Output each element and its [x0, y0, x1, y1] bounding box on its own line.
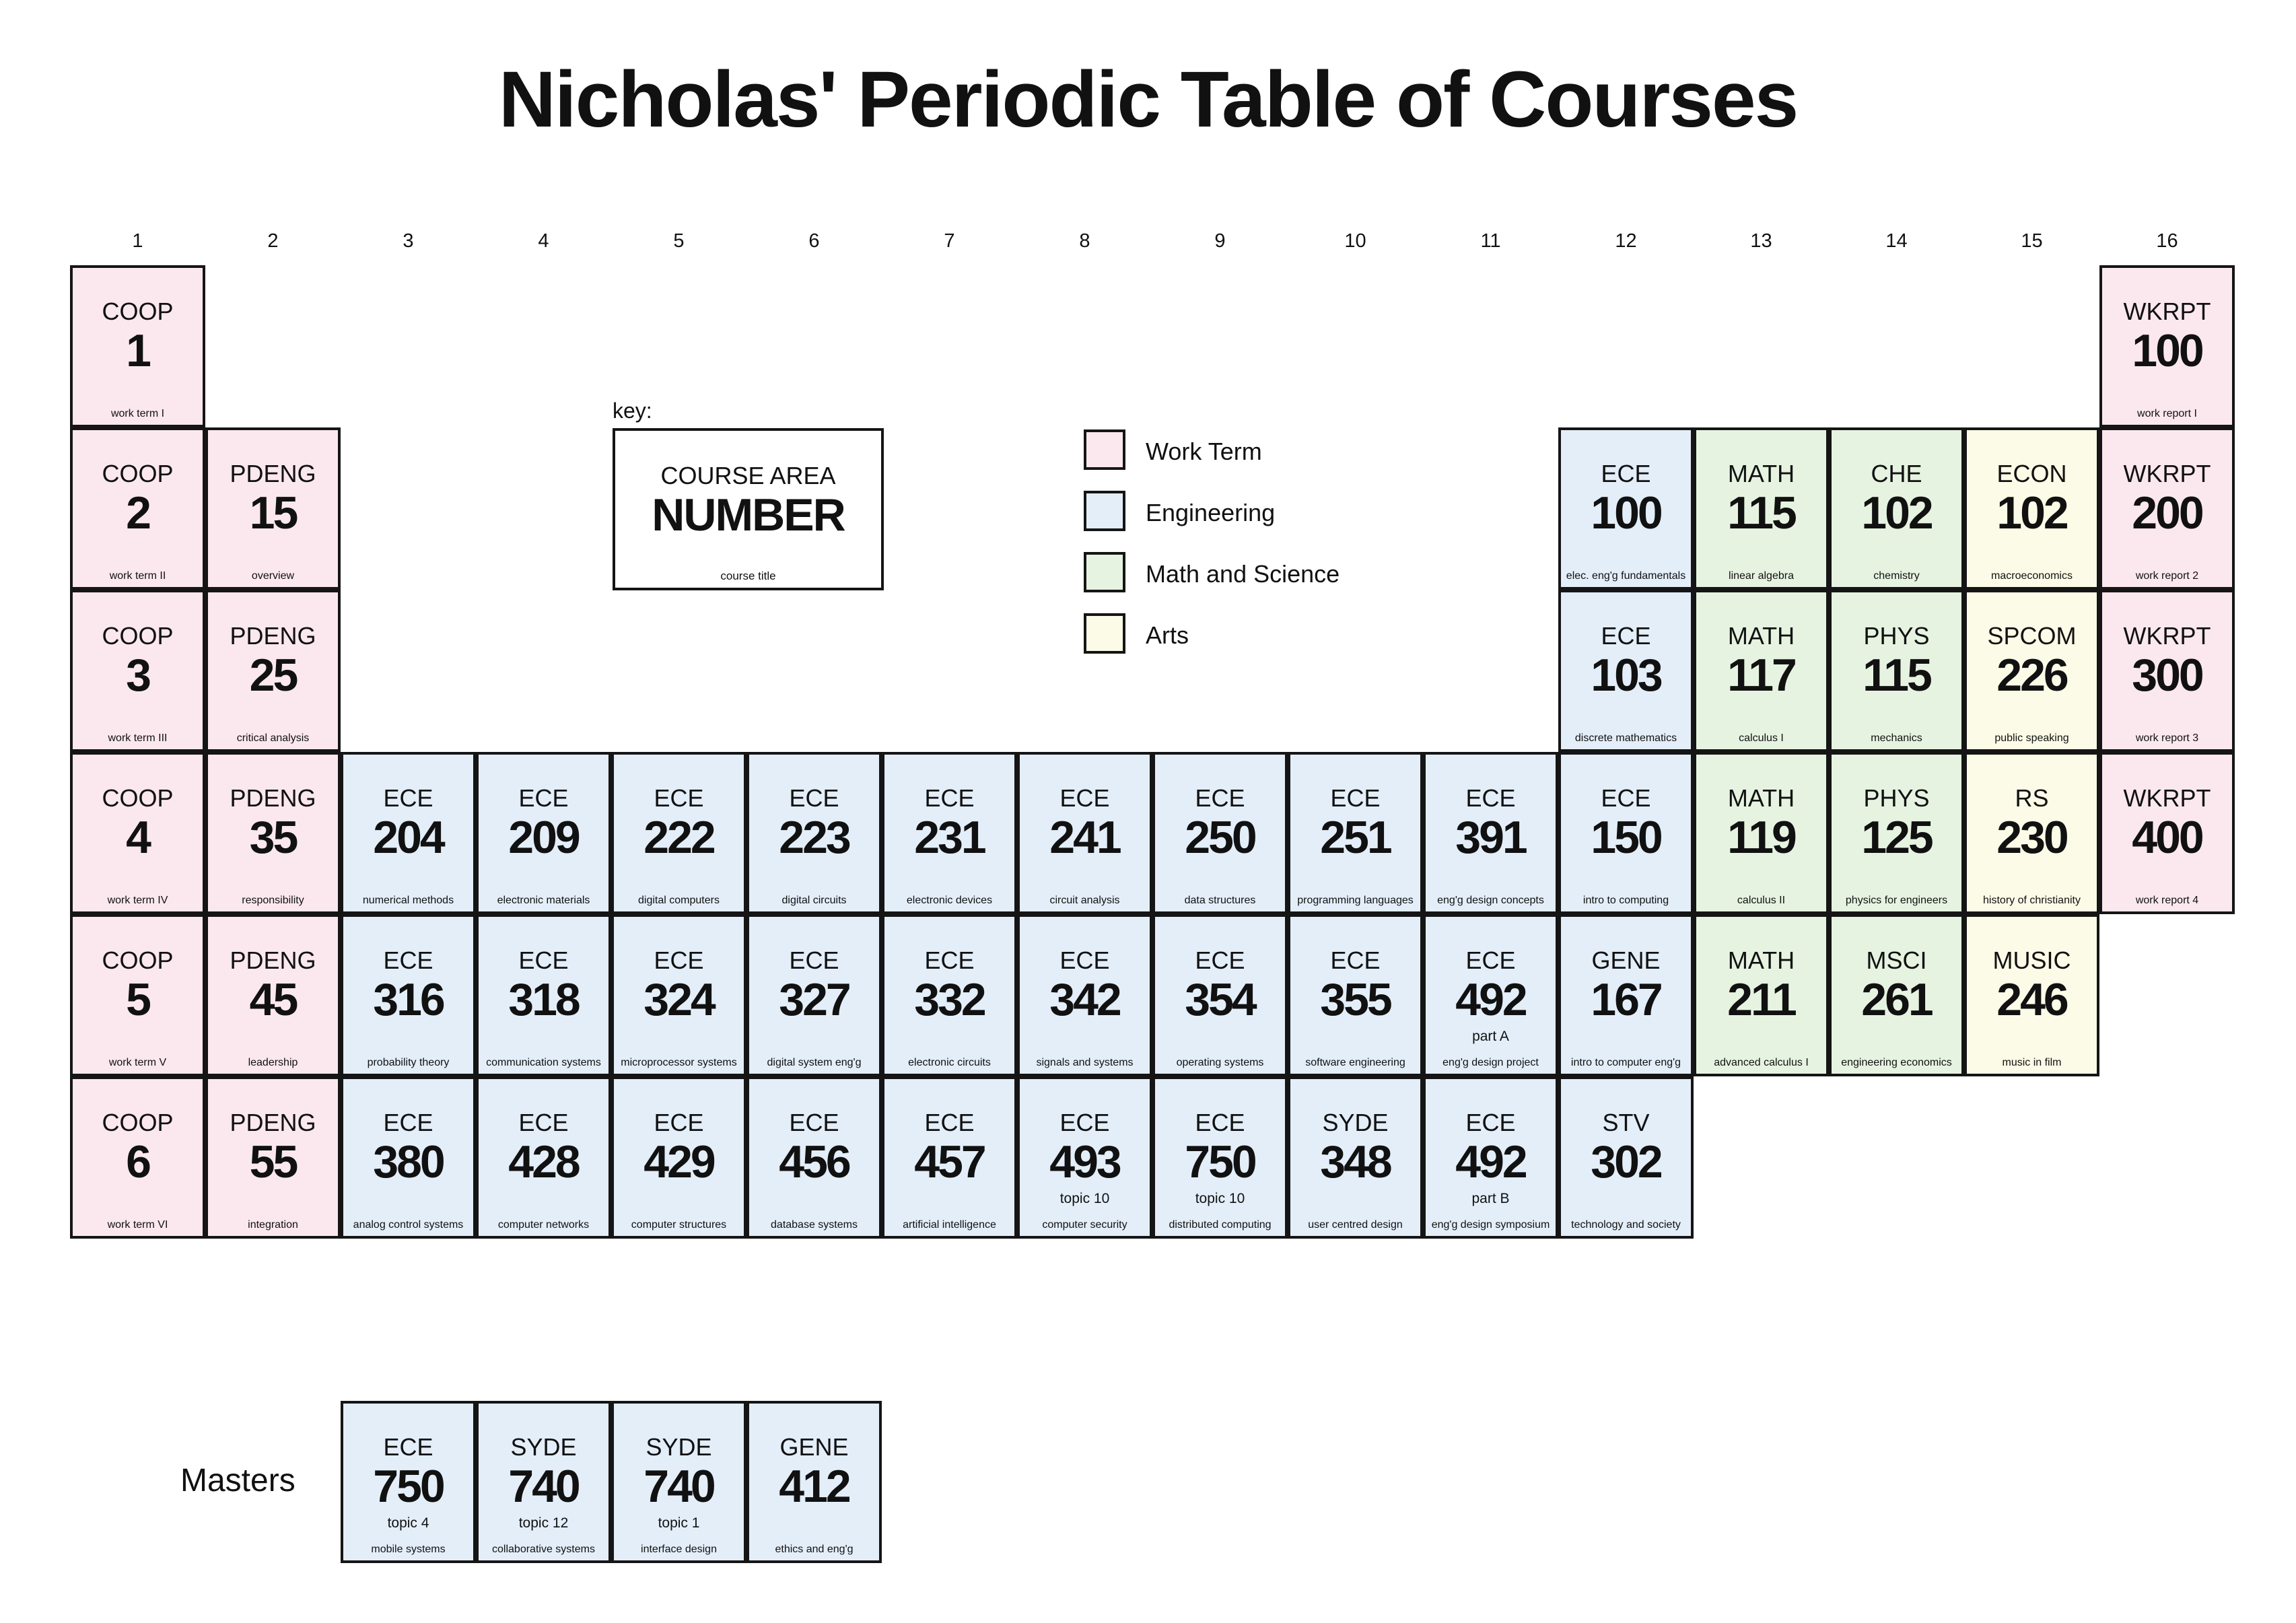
course-title: eng'g design concepts	[1437, 895, 1544, 906]
course-title: calculus I	[1739, 732, 1784, 744]
course-number: 316	[373, 974, 444, 1025]
course-number: 5	[126, 974, 149, 1025]
course-cell	[1964, 752, 2099, 914]
course-cell	[746, 752, 882, 914]
course-number: 327	[779, 974, 849, 1025]
course-area: ECE	[1059, 1109, 1110, 1136]
course-cell	[70, 427, 205, 590]
course-title: probability theory	[367, 1057, 450, 1068]
course-title: database systems	[771, 1219, 858, 1231]
course-title: collaborative systems	[492, 1544, 595, 1555]
course-area: ECE	[1195, 784, 1245, 812]
course-number: 102	[1861, 487, 1932, 539]
course-number: 342	[1049, 974, 1120, 1025]
course-cell	[611, 1076, 746, 1239]
course-area: SYDE	[510, 1433, 577, 1461]
course-number: 222	[643, 812, 714, 863]
course-number: 492	[1455, 974, 1526, 1025]
course-number: 103	[1591, 650, 1661, 701]
page-title: Nicholas' Periodic Table of Courses	[498, 55, 1798, 144]
course-title: circuit analysis	[1049, 895, 1120, 906]
course-area: ECE	[789, 1109, 839, 1136]
course-cell	[882, 914, 1017, 1076]
legend-label: Math and Science	[1146, 560, 1340, 588]
course-cell	[476, 752, 611, 914]
course-area: WKRPT	[2123, 622, 2211, 650]
column-number: 10	[1344, 230, 1366, 252]
course-area: ECE	[383, 946, 433, 974]
course-title: digital computers	[638, 895, 720, 906]
course-cell	[1152, 914, 1288, 1076]
course-cell	[205, 427, 341, 590]
course-title: interface design	[641, 1544, 717, 1555]
course-title: artificial intelligence	[903, 1219, 996, 1231]
course-title: linear algebra	[1729, 570, 1794, 582]
course-cell	[1423, 752, 1558, 914]
course-number: 250	[1185, 812, 1255, 863]
course-number: 230	[1996, 812, 2067, 863]
course-number: 226	[1996, 650, 2067, 701]
course-number: 100	[1591, 487, 1661, 539]
course-topic: topic 1	[658, 1515, 700, 1531]
legend-swatch	[1084, 429, 1125, 470]
course-area: PHYS	[1863, 784, 1930, 812]
course-cell	[1423, 1076, 1558, 1239]
course-cell	[1558, 1076, 1694, 1239]
course-cell	[1017, 752, 1152, 914]
course-title: integration	[248, 1219, 298, 1231]
course-area: MATH	[1727, 460, 1795, 487]
course-number: 348	[1320, 1136, 1391, 1187]
course-number: 102	[1996, 487, 2067, 539]
course-cell	[746, 914, 882, 1076]
course-title: calculus II	[1737, 895, 1786, 906]
course-cell	[1829, 914, 1964, 1076]
course-area: PDENG	[230, 622, 316, 650]
course-area: ECE	[518, 946, 569, 974]
course-number: 261	[1861, 974, 1932, 1025]
course-title: programming languages	[1297, 895, 1414, 906]
course-number: 750	[373, 1461, 444, 1512]
course-cell	[1829, 427, 1964, 590]
column-number: 12	[1615, 230, 1637, 252]
course-area: GENE	[779, 1433, 849, 1461]
course-number: 200	[2132, 487, 2202, 539]
course-area: STV	[1602, 1109, 1650, 1136]
course-area: PDENG	[230, 460, 316, 487]
course-cell	[2099, 265, 2235, 427]
legend-label: Work Term	[1146, 438, 1262, 465]
column-number: 3	[403, 230, 414, 252]
course-cell	[1017, 1076, 1152, 1239]
course-area: WKRPT	[2123, 460, 2211, 487]
course-title: digital circuits	[781, 895, 847, 906]
course-area: ECE	[1195, 946, 1245, 974]
course-topic: part A	[1472, 1029, 1509, 1044]
course-title: work term I	[110, 408, 165, 419]
course-number: 223	[779, 812, 849, 863]
course-cell	[70, 1076, 205, 1239]
course-title: data structures	[1184, 895, 1256, 906]
course-title: electronic materials	[497, 895, 590, 906]
key-card	[613, 428, 884, 590]
course-number: 355	[1320, 974, 1391, 1025]
course-cell	[341, 1401, 476, 1563]
course-cell	[611, 1401, 746, 1563]
course-area: ECE	[1330, 946, 1381, 974]
course-number: 241	[1049, 812, 1120, 863]
masters-label: Masters	[180, 1463, 295, 1498]
key-area: COURSE AREA	[660, 462, 836, 489]
course-cell	[1964, 914, 2099, 1076]
course-title: work report 2	[2135, 570, 2199, 582]
course-title: eng'g design project	[1442, 1057, 1539, 1068]
course-number: 115	[1727, 487, 1795, 539]
course-title: chemistry	[1873, 570, 1920, 582]
course-area: ECE	[1059, 946, 1110, 974]
course-title: computer security	[1042, 1219, 1127, 1231]
course-cell	[341, 1076, 476, 1239]
course-area: ECE	[1601, 622, 1651, 650]
course-area: MATH	[1727, 784, 1795, 812]
course-number: 302	[1591, 1136, 1661, 1187]
course-title: eng'g design symposium	[1431, 1219, 1550, 1231]
course-cell	[611, 914, 746, 1076]
key-number: NUMBER	[652, 489, 845, 541]
course-title: overview	[251, 570, 295, 582]
course-cell	[611, 752, 746, 914]
course-cell	[70, 590, 205, 752]
course-number: 750	[1185, 1136, 1255, 1187]
course-area: ECE	[789, 946, 839, 974]
course-title: software engineering	[1305, 1057, 1405, 1068]
course-title: discrete mathematics	[1574, 732, 1677, 744]
course-cell	[1829, 752, 1964, 914]
course-title: computer networks	[497, 1219, 590, 1231]
course-area: MATH	[1727, 946, 1795, 974]
course-area: ECE	[1195, 1109, 1245, 1136]
course-cell	[205, 914, 341, 1076]
column-number: 14	[1885, 230, 1908, 252]
legend-swatch	[1084, 613, 1125, 654]
course-area: ECE	[518, 784, 569, 812]
column-number: 13	[1750, 230, 1772, 252]
legend-swatch	[1084, 552, 1125, 592]
course-number: 354	[1185, 974, 1255, 1025]
course-title: work term III	[108, 732, 168, 744]
legend-swatch	[1084, 491, 1125, 531]
course-area: COOP	[102, 1109, 174, 1136]
course-number: 429	[643, 1136, 714, 1187]
course-area: PDENG	[230, 1109, 316, 1136]
course-number: 119	[1727, 812, 1795, 863]
course-area: SYDE	[646, 1433, 712, 1461]
column-number: 9	[1214, 230, 1226, 252]
course-cell	[746, 1076, 882, 1239]
course-cell	[1288, 1076, 1423, 1239]
course-number: 324	[643, 974, 714, 1025]
course-area: COOP	[102, 298, 174, 325]
course-title: engineering economics	[1841, 1057, 1952, 1068]
course-title: distributed computing	[1169, 1219, 1272, 1231]
course-number: 204	[373, 812, 444, 863]
course-cell	[1829, 590, 1964, 752]
course-area: PHYS	[1863, 622, 1930, 650]
course-topic: topic 4	[387, 1515, 429, 1531]
course-number: 150	[1591, 812, 1661, 863]
course-area: PDENG	[230, 946, 316, 974]
course-number: 457	[914, 1136, 985, 1187]
course-cell	[882, 1076, 1017, 1239]
course-number: 4	[126, 812, 149, 863]
course-number: 6	[126, 1136, 149, 1187]
course-title: technology and society	[1571, 1219, 1681, 1231]
course-cell	[2099, 590, 2235, 752]
course-area: WKRPT	[2123, 784, 2211, 812]
course-number: 2	[126, 487, 149, 539]
course-cell	[746, 1401, 882, 1563]
course-topic: part B	[1471, 1191, 1510, 1206]
course-area: ECE	[1601, 784, 1651, 812]
course-area: COOP	[102, 784, 174, 812]
course-area: ECE	[1601, 460, 1651, 487]
course-area: ECE	[654, 784, 704, 812]
course-title: intro to computer eng'g	[1570, 1057, 1681, 1068]
course-title: user centred design	[1308, 1219, 1403, 1231]
course-number: 3	[126, 650, 149, 701]
course-area: ECE	[924, 1109, 975, 1136]
course-area: ECE	[924, 946, 975, 974]
course-area: ECE	[383, 1109, 433, 1136]
column-number: 6	[808, 230, 820, 252]
course-area: ECE	[383, 1433, 433, 1461]
course-cell	[2099, 752, 2235, 914]
course-cell	[1558, 427, 1694, 590]
course-number: 332	[914, 974, 985, 1025]
course-cell	[1017, 914, 1152, 1076]
course-cell	[476, 1076, 611, 1239]
course-area: GENE	[1591, 946, 1661, 974]
course-area: ECE	[924, 784, 975, 812]
column-number: 8	[1079, 230, 1090, 252]
course-area: MUSIC	[1992, 946, 2071, 974]
course-title: advanced calculus I	[1714, 1057, 1809, 1068]
course-number: 15	[249, 487, 297, 539]
course-topic: topic 10	[1195, 1191, 1245, 1206]
legend-label: Engineering	[1146, 499, 1276, 526]
course-title: computer structures	[631, 1219, 727, 1231]
course-area: ECE	[383, 784, 433, 812]
course-cell	[1288, 752, 1423, 914]
course-number: 211	[1727, 974, 1795, 1025]
course-title: work term IV	[107, 895, 168, 906]
course-number: 1	[126, 325, 149, 376]
course-title: communication systems	[486, 1057, 601, 1068]
course-cell	[1558, 914, 1694, 1076]
course-number: 246	[1996, 974, 2067, 1025]
course-title: electronic devices	[906, 895, 993, 906]
course-area: MATH	[1727, 622, 1795, 650]
course-cell	[70, 752, 205, 914]
course-cell	[1694, 427, 1829, 590]
course-number: 251	[1320, 812, 1391, 863]
column-number: 15	[2021, 230, 2043, 252]
course-cell	[70, 265, 205, 427]
course-area: CHE	[1871, 460, 1922, 487]
column-number: 2	[267, 230, 279, 252]
course-number: 25	[249, 650, 297, 701]
course-cell	[1964, 427, 2099, 590]
course-title: numerical methods	[362, 895, 454, 906]
course-area: COOP	[102, 622, 174, 650]
course-cell	[1558, 752, 1694, 914]
course-title: mobile systems	[371, 1544, 446, 1555]
course-area: ECON	[1996, 460, 2067, 487]
course-area: ECE	[654, 1109, 704, 1136]
course-area: ECE	[1465, 1109, 1516, 1136]
course-title: signals and systems	[1036, 1057, 1134, 1068]
course-title: microprocessor systems	[621, 1057, 737, 1068]
course-area: COOP	[102, 460, 174, 487]
course-area: PDENG	[230, 784, 316, 812]
course-cell	[1694, 590, 1829, 752]
course-number: 167	[1591, 974, 1661, 1025]
course-title: work report I	[2137, 408, 2197, 419]
course-number: 125	[1861, 812, 1932, 863]
course-area: ECE	[518, 1109, 569, 1136]
course-title: work term VI	[107, 1219, 168, 1231]
course-area: SYDE	[1322, 1109, 1389, 1136]
course-cell	[476, 914, 611, 1076]
course-cell	[476, 1401, 611, 1563]
course-number: 400	[2132, 812, 2202, 863]
course-cell	[1152, 1076, 1288, 1239]
course-title: ethics and eng'g	[775, 1544, 854, 1555]
course-number: 456	[779, 1136, 849, 1187]
course-title: history of christianity	[1983, 895, 2081, 906]
course-number: 231	[914, 812, 985, 863]
course-area: ECE	[789, 784, 839, 812]
column-number: 5	[673, 230, 685, 252]
course-area: SPCOM	[1987, 622, 2077, 650]
course-number: 428	[508, 1136, 579, 1187]
course-number: 117	[1727, 650, 1795, 701]
key-course-title: course title	[720, 569, 776, 582]
course-area: ECE	[1465, 946, 1516, 974]
legend-label: Arts	[1146, 621, 1189, 649]
course-title: elec. eng'g fundamentals	[1566, 570, 1686, 582]
course-number: 35	[249, 812, 297, 863]
course-title: analog control systems	[353, 1219, 464, 1231]
course-cell	[1558, 590, 1694, 752]
course-area: WKRPT	[2123, 298, 2211, 325]
course-title: intro to computing	[1582, 895, 1669, 906]
course-topic: topic 12	[518, 1515, 569, 1531]
course-title: work report 3	[2135, 732, 2199, 744]
course-number: 380	[373, 1136, 444, 1187]
course-cell	[1423, 914, 1558, 1076]
course-title: operating systems	[1176, 1057, 1264, 1068]
course-title: critical analysis	[236, 732, 310, 744]
course-number: 209	[508, 812, 579, 863]
course-number: 740	[508, 1461, 579, 1512]
column-number: 4	[538, 230, 549, 252]
key-label: key:	[613, 399, 652, 423]
course-title: leadership	[248, 1057, 298, 1068]
course-title: electronic circuits	[908, 1057, 991, 1068]
course-number: 391	[1455, 812, 1526, 863]
course-cell	[882, 752, 1017, 914]
course-title: digital system eng'g	[767, 1057, 862, 1068]
course-topic: topic 10	[1059, 1191, 1110, 1206]
course-area: RS	[2015, 784, 2049, 812]
course-number: 115	[1863, 650, 1930, 701]
course-cell	[70, 914, 205, 1076]
course-number: 740	[643, 1461, 714, 1512]
course-cell	[1152, 752, 1288, 914]
course-area: ECE	[1330, 784, 1381, 812]
course-title: physics for engineers	[1845, 895, 1948, 906]
course-area: MSCI	[1866, 946, 1927, 974]
course-area: COOP	[102, 946, 174, 974]
column-number: 11	[1480, 230, 1501, 252]
course-title: mechanics	[1871, 732, 1922, 744]
course-cell	[1694, 914, 1829, 1076]
course-cell	[205, 752, 341, 914]
course-number: 100	[2132, 325, 2202, 376]
course-title: work report 4	[2135, 895, 2199, 906]
column-number: 1	[132, 230, 143, 252]
course-title: work term V	[108, 1057, 167, 1068]
course-cell	[341, 752, 476, 914]
course-cell	[205, 1076, 341, 1239]
course-number: 412	[779, 1461, 849, 1512]
course-number: 55	[249, 1136, 297, 1187]
course-cell	[1288, 914, 1423, 1076]
course-title: responsibility	[242, 895, 304, 906]
course-area: ECE	[1465, 784, 1516, 812]
course-number: 492	[1455, 1136, 1526, 1187]
course-cell	[205, 590, 341, 752]
course-title: work term II	[109, 570, 166, 582]
course-area: ECE	[654, 946, 704, 974]
course-number: 45	[249, 974, 297, 1025]
course-cell	[1694, 752, 1829, 914]
course-title: public speaking	[1994, 732, 2069, 744]
course-number: 493	[1049, 1136, 1120, 1187]
course-title: music in film	[2002, 1057, 2062, 1068]
course-cell	[1964, 590, 2099, 752]
column-number: 16	[2156, 230, 2178, 252]
course-number: 300	[2132, 650, 2202, 701]
course-number: 318	[508, 974, 579, 1025]
course-title: macroeconomics	[1991, 570, 2073, 582]
column-number: 7	[944, 230, 955, 252]
course-cell	[2099, 427, 2235, 590]
course-area: ECE	[1059, 784, 1110, 812]
course-cell	[341, 914, 476, 1076]
